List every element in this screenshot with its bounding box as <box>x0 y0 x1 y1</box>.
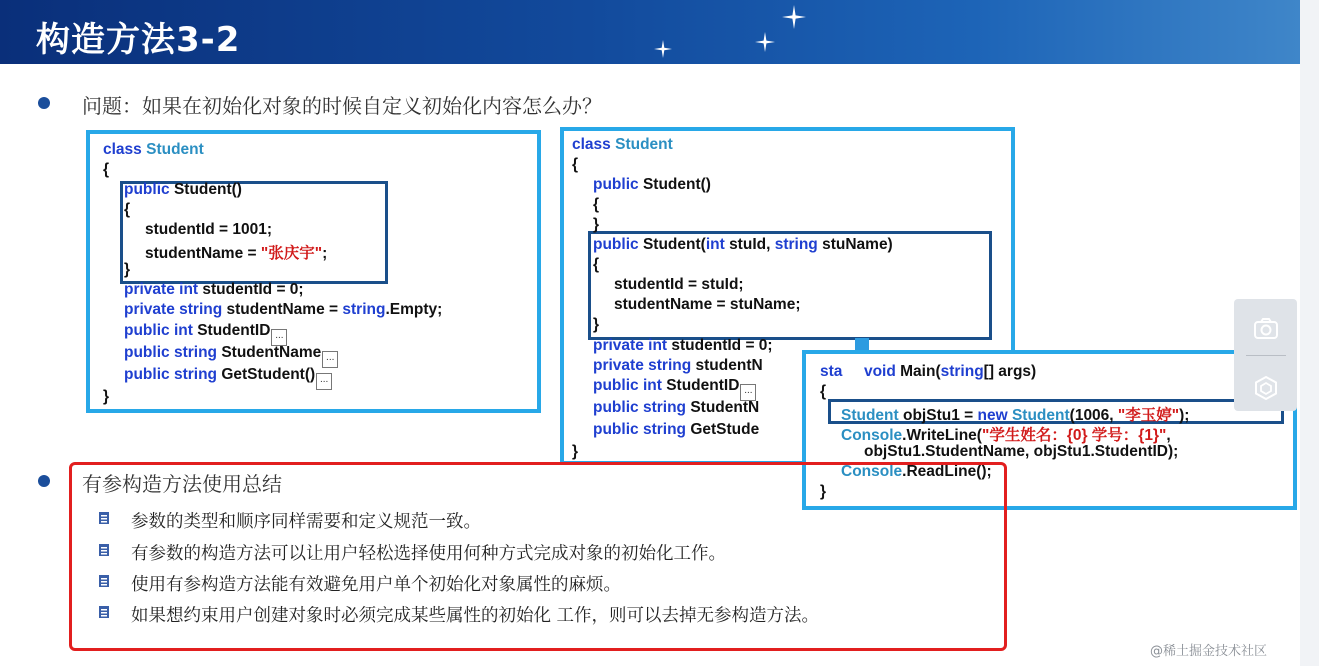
code-line: { <box>820 383 827 400</box>
summary-item: 如果想约束用户创建对象时必须完成某些属性的初始化 工作，则可以去掉无参构造方法。 <box>131 606 820 626</box>
code-line: { <box>124 201 131 218</box>
code-line: class Student <box>572 136 673 153</box>
code-line: } <box>820 483 827 500</box>
slide-title-bar <box>0 0 1300 64</box>
collapsed-region-icon[interactable]: ... <box>322 351 338 368</box>
bullet-dot <box>38 475 50 487</box>
bullet-dot <box>38 97 50 109</box>
code-line: } <box>124 261 131 278</box>
code-line: Console.WriteLine("学生姓名：{0} 学号：{1}", <box>841 427 1171 444</box>
code-line: { <box>572 156 579 173</box>
code-line: public Student() <box>124 181 242 198</box>
code-line: Student objStu1 = new Student(1006, "李玉婷"); <box>841 407 1190 424</box>
code-line: public int StudentID ... <box>124 322 287 346</box>
collapsed-region-icon[interactable]: ... <box>740 384 756 401</box>
slide-title: 构造方法3-2 <box>36 20 241 60</box>
floating-tool-panel <box>1234 299 1297 411</box>
code-line: { <box>593 196 600 213</box>
code-line: public string GetStude <box>593 421 760 438</box>
tool-separator <box>1246 355 1286 356</box>
code-line: } <box>103 388 110 405</box>
code-line: public int StudentID ... <box>593 377 756 401</box>
code-line: public Student(int stuId, string stuName) <box>593 236 893 253</box>
camera-icon[interactable] <box>1253 316 1279 342</box>
code-line: studentName = stuName; <box>614 296 801 313</box>
ai-cube-icon[interactable] <box>1253 375 1279 401</box>
code-line: } <box>593 316 600 333</box>
code-line: private int studentId = 0; <box>593 337 773 354</box>
code-line: Console.ReadLine(); <box>841 463 992 480</box>
collapsed-region-icon[interactable]: ... <box>316 373 332 390</box>
summary-heading: 有参构造方法使用总结 <box>82 472 282 496</box>
code-line: public string StudentName ... <box>124 344 338 368</box>
code-line: studentId = 1001; <box>145 221 273 238</box>
code-line: sta void Main(string[] args) <box>820 363 1037 380</box>
viewer-edge <box>1300 0 1319 666</box>
code-line: { <box>103 161 110 178</box>
scroll-bullet-icon <box>98 511 110 525</box>
code-line: studentId = stuId; <box>614 276 744 293</box>
scroll-bullet-icon <box>98 605 110 619</box>
code-line: private string studentName = string.Empty; <box>124 301 443 318</box>
scroll-bullet-icon <box>98 543 110 557</box>
code-line: studentName = "张庆宇"; <box>145 245 328 262</box>
code-box-default-constructor <box>86 130 541 413</box>
code-line: private int studentId = 0; <box>124 281 304 298</box>
scroll-bullet-icon <box>98 574 110 588</box>
code-line: public string StudentN <box>593 399 760 416</box>
watermark: @稀土掘金技术社区 <box>1150 644 1268 659</box>
summary-item: 参数的类型和顺序同样需要和定义规范一致。 <box>131 512 481 532</box>
code-line: objStu1.StudentName, objStu1.StudentID); <box>864 443 1179 460</box>
collapsed-region-icon[interactable]: ... <box>271 329 287 346</box>
summary-item: 使用有参构造方法能有效避免用户单个初始化对象属性的麻烦。 <box>131 575 621 595</box>
code-line: } <box>593 216 600 233</box>
code-line: public Student() <box>593 176 711 193</box>
code-line: } <box>572 443 579 460</box>
code-line: { <box>593 256 600 273</box>
code-line: private string studentN <box>593 357 763 374</box>
code-line: class Student <box>103 141 204 158</box>
code-line: public string GetStudent() ... <box>124 366 332 390</box>
question-text: 问题：如果在初始化对象的时候自定义初始化内容怎么办？ <box>82 94 602 118</box>
summary-item: 有参数的构造方法可以让用户轻松选择使用何种方式完成对象的初始化工作。 <box>131 544 726 564</box>
